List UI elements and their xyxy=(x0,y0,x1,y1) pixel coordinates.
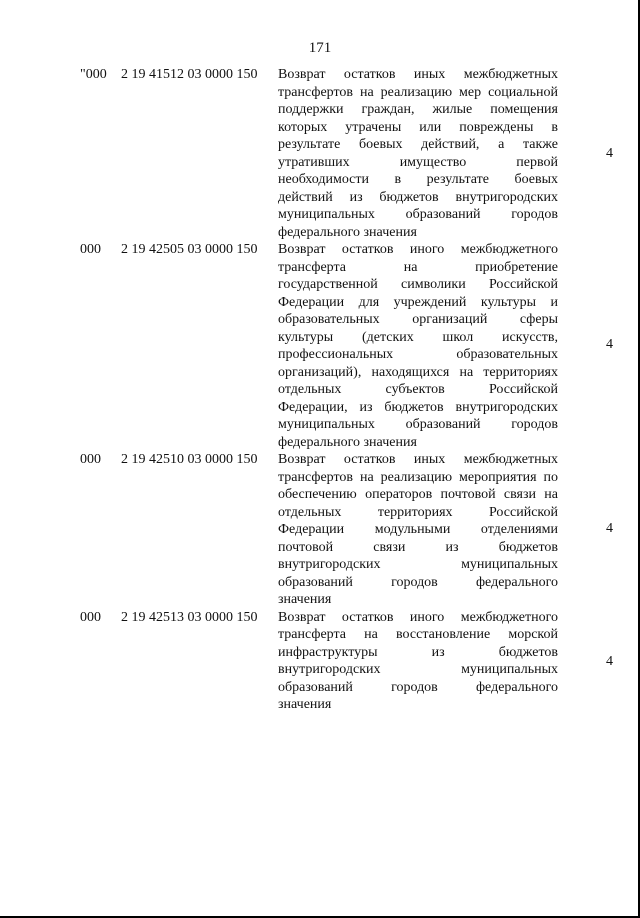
row-amount: 4 xyxy=(606,653,613,669)
row-description xyxy=(278,66,558,241)
table-row xyxy=(0,451,640,609)
table-row xyxy=(0,241,640,451)
table-row xyxy=(0,66,640,241)
description-line: образовательных организаций сферы xyxy=(278,312,558,327)
description-line: действий из бюджетов внутригородских xyxy=(278,189,558,205)
budget-classification-code: 2 19 42513 03 0000 150 xyxy=(121,609,258,625)
description-line: профессиональных образовательных xyxy=(278,347,558,362)
description-line: культуры (детских школ искусств, xyxy=(278,329,558,345)
row-description xyxy=(278,451,558,609)
description-line: муниципальных образований городов xyxy=(278,207,558,222)
description-line: Возврат остатков иных межбюджетных xyxy=(278,67,558,82)
description-line: утративших имущество первой xyxy=(278,154,558,170)
description-line: внутригородских муниципальных xyxy=(278,557,558,572)
table-row xyxy=(0,609,640,714)
description-line: инфраструктуры из бюджетов xyxy=(278,644,558,660)
description-line: трансферта на приобретение xyxy=(278,259,558,275)
row-amount: 4 xyxy=(606,146,613,161)
row-description xyxy=(278,241,558,451)
description-line: значения xyxy=(278,697,332,712)
row-amount: 4 xyxy=(606,521,613,536)
description-line: федерального значения xyxy=(278,434,417,450)
description-line: результате боевых действий, а также xyxy=(278,137,558,152)
description-line: трансферта на восстановление морской xyxy=(278,627,558,642)
budget-classification-code: 2 19 41512 03 0000 150 xyxy=(121,67,258,82)
budget-classification-code: 2 19 42505 03 0000 150 xyxy=(121,242,258,257)
description-line: Возврат остатков иного межбюджетного xyxy=(278,242,558,257)
description-line: трансфертов на реализацию мер социальной xyxy=(278,84,558,100)
description-line: образований городов федерального xyxy=(278,679,558,695)
budget-classification-code: 2 19 42510 03 0000 150 xyxy=(121,452,258,467)
admin-code: "000 xyxy=(80,67,107,82)
description-line: которых утрачены или повреждены в xyxy=(278,119,558,135)
admin-code: 000 xyxy=(80,242,101,257)
description-line: Федерации, из бюджетов внутригородских xyxy=(278,399,558,415)
row-amount: 4 xyxy=(606,337,613,352)
description-line: отдельных субъектов Российской xyxy=(278,382,558,397)
description-line: Федерации модульными отделениями xyxy=(278,522,558,537)
description-line: трансфертов на реализацию мероприятия по xyxy=(278,469,558,485)
description-line: поддержки граждан, жилые помещения xyxy=(278,102,558,117)
admin-code: 000 xyxy=(80,609,101,625)
description-line: образований городов федерального xyxy=(278,574,558,590)
description-line: значения xyxy=(278,592,332,607)
admin-code: 000 xyxy=(80,452,101,467)
description-line: Возврат остатков иных межбюджетных xyxy=(278,452,558,467)
page-number: 171 xyxy=(308,40,332,56)
description-line: необходимости в результате боевых xyxy=(278,172,558,187)
description-line: почтовой связи из бюджетов xyxy=(278,539,558,555)
description-line: муниципальных образований городов xyxy=(278,417,558,432)
budget-table xyxy=(0,66,640,714)
row-description xyxy=(278,609,558,714)
description-line: отдельных территориях Российской xyxy=(278,504,558,520)
description-line: федерального значения xyxy=(278,224,417,240)
description-line: обеспечению операторов почтовой связи на xyxy=(278,487,558,502)
description-line: Федерации для учреждений культуры и xyxy=(278,294,558,310)
description-line: Возврат остатков иного межбюджетного xyxy=(278,609,558,625)
description-line: внутригородских муниципальных xyxy=(278,662,558,677)
description-line: организаций), находящихся на территориях xyxy=(278,364,558,380)
description-line: государственной символики Российской xyxy=(278,277,558,292)
